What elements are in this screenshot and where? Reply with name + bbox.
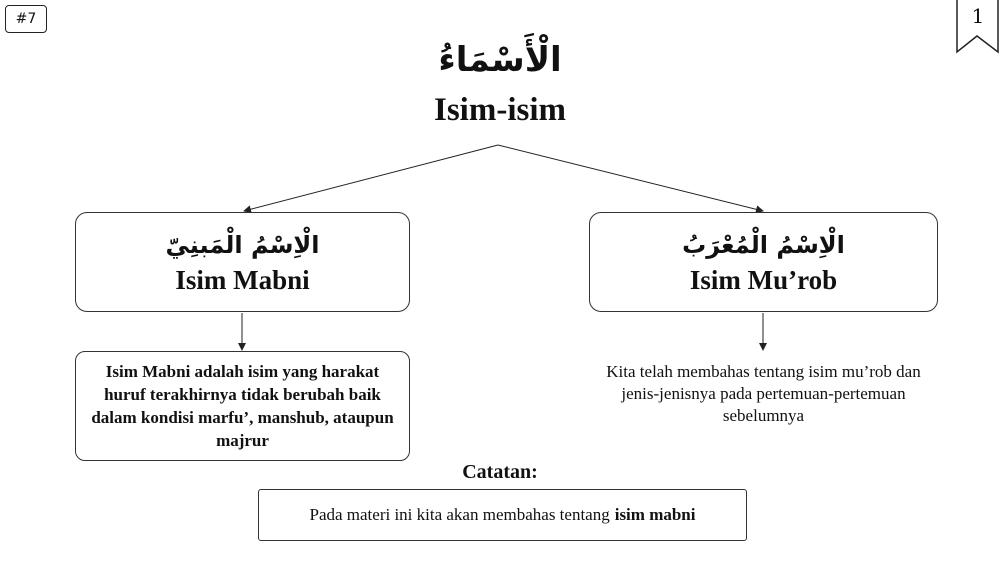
isim-murob-arabic: الْاِسْمُ الْمُعْرَبُ	[682, 231, 845, 259]
isim-mabni-box	[75, 212, 410, 312]
isim-murob-box	[589, 212, 938, 312]
note-box	[258, 489, 747, 541]
page-title: Isim-isim	[434, 92, 566, 128]
isim-murob-description: Kita telah membahas tentang isim mu’rob dan jenis-jenisnya pada pertemuan-pertemuan sebelumnya	[606, 362, 921, 425]
isim-mabni-definition: Isim Mabni adalah isim yang harakat huruf terakhirnya tidak berubah baik dalam kondisi marfu’, manshub, ataupun majrur	[91, 362, 394, 450]
arrow-to-isim-mabni	[244, 145, 498, 211]
isim-murob-title: Isim Mu’rob	[689, 265, 838, 295]
note-heading: Catatan:	[462, 461, 538, 483]
page-number: 1	[971, 4, 985, 28]
isim-mabni-definition-box	[75, 351, 410, 461]
page-tag: #7	[5, 5, 47, 33]
isim-mabni-title: Isim Mabni	[175, 265, 310, 295]
note-emphasis: isim mabni	[614, 505, 696, 524]
arrow-to-isim-murob	[498, 145, 763, 211]
header-arabic: الْأَسْمَاءُ	[438, 40, 562, 80]
note-text: Pada materi ini kita akan membahas tentang	[309, 505, 610, 524]
isim-mabni-arabic: الْاِسْمُ الْمَبنِيّ	[165, 231, 320, 259]
